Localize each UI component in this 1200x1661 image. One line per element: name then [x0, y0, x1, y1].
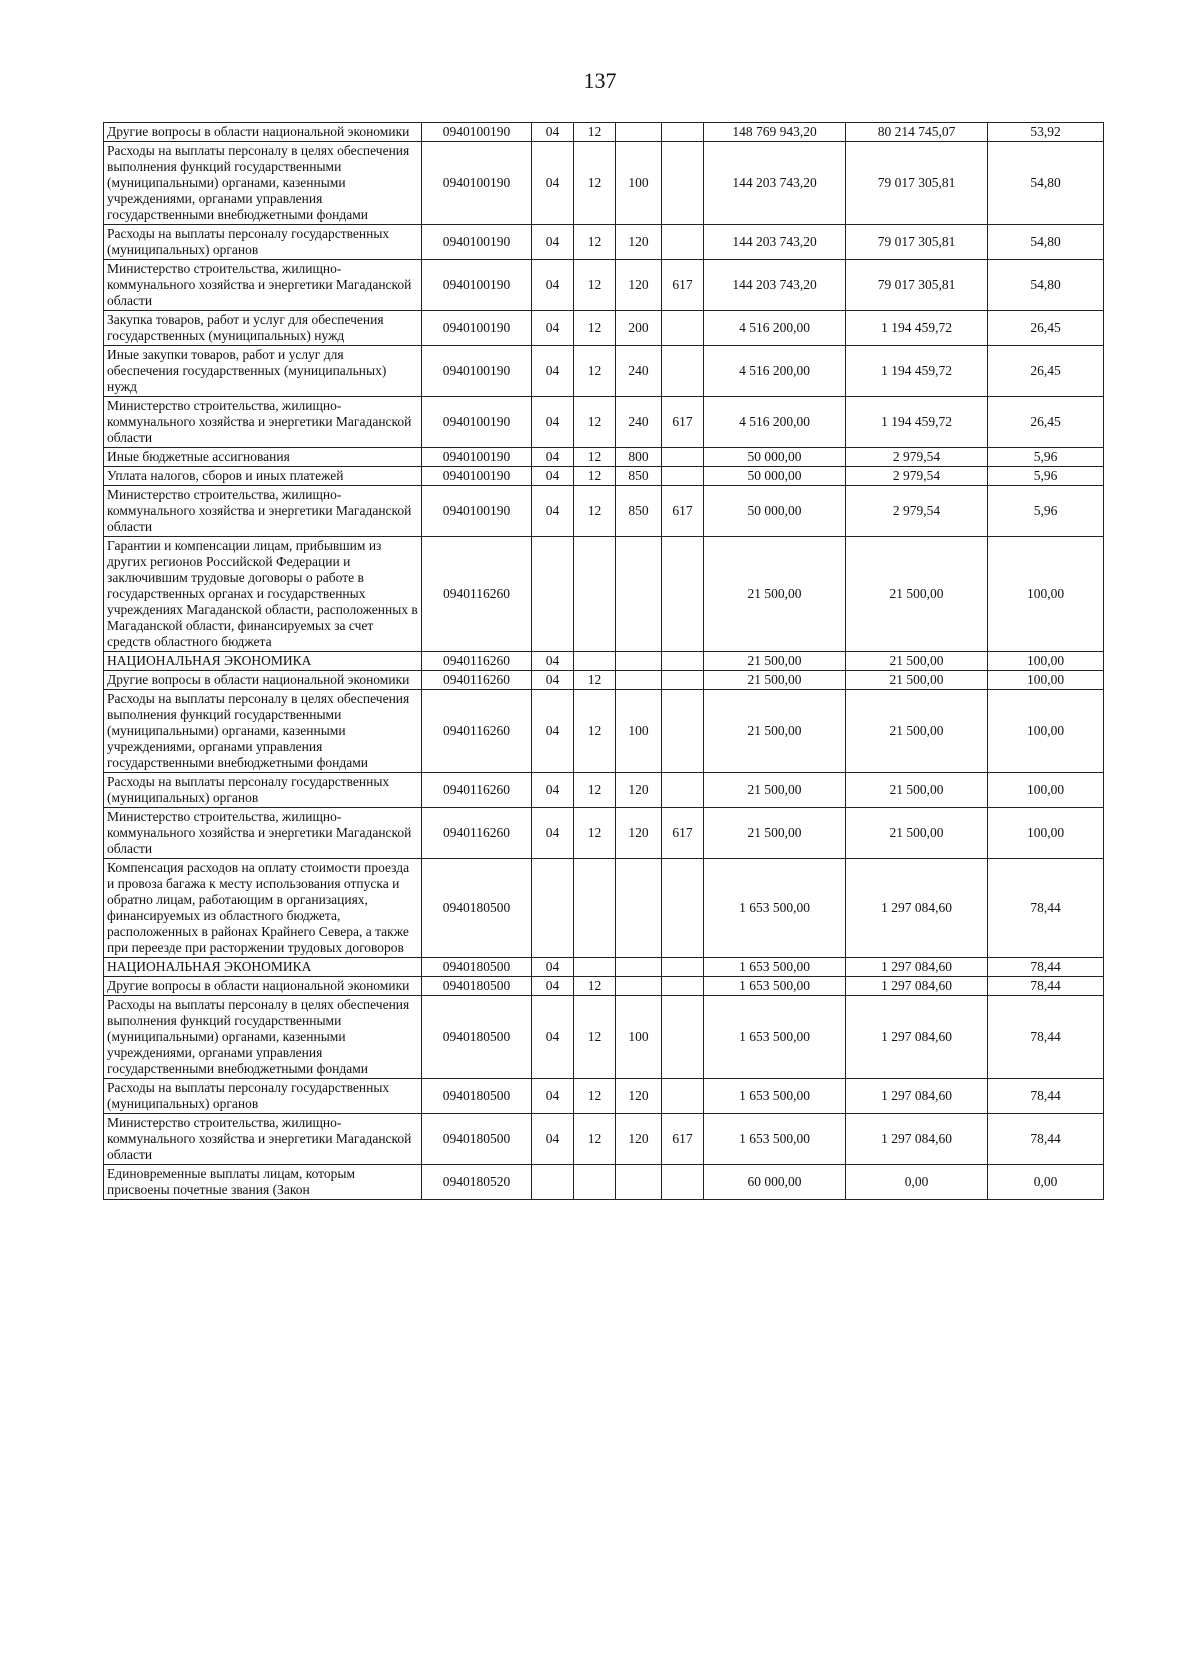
approved-amount: 50 000,00	[704, 467, 846, 486]
subsection-code	[574, 537, 616, 652]
target-article-code: 0940100190	[422, 467, 532, 486]
section-code: 04	[532, 652, 574, 671]
subsection-code: 12	[574, 773, 616, 808]
execution-percent: 0,00	[988, 1165, 1104, 1200]
row-name: Другие вопросы в области национальной экономики	[104, 671, 422, 690]
target-article-code: 0940116260	[422, 537, 532, 652]
table-row	[104, 142, 1104, 225]
approved-amount: 21 500,00	[704, 690, 846, 773]
execution-percent: 78,44	[988, 958, 1104, 977]
expense-type-code: 120	[616, 773, 662, 808]
section-code: 04	[532, 346, 574, 397]
approved-amount: 1 653 500,00	[704, 1114, 846, 1165]
expense-type-code	[616, 1165, 662, 1200]
section-code: 04	[532, 467, 574, 486]
table-row	[104, 260, 1104, 311]
target-article-code: 0940116260	[422, 690, 532, 773]
subsection-code: 12	[574, 346, 616, 397]
table-row	[104, 773, 1104, 808]
approved-amount: 1 653 500,00	[704, 1079, 846, 1114]
administrator-code	[662, 690, 704, 773]
section-code: 04	[532, 397, 574, 448]
expense-type-code: 100	[616, 142, 662, 225]
table-row	[104, 486, 1104, 537]
subsection-code: 12	[574, 690, 616, 773]
approved-amount: 21 500,00	[704, 773, 846, 808]
execution-percent: 54,80	[988, 142, 1104, 225]
approved-amount: 21 500,00	[704, 537, 846, 652]
executed-amount: 2 979,54	[846, 486, 988, 537]
execution-percent: 78,44	[988, 1079, 1104, 1114]
row-name: Министерство строительства, жилищно-коммунального хозяйства и энергетики Магаданской области	[104, 397, 422, 448]
table-row	[104, 671, 1104, 690]
execution-percent: 26,45	[988, 311, 1104, 346]
subsection-code: 12	[574, 486, 616, 537]
executed-amount: 79 017 305,81	[846, 225, 988, 260]
expense-type-code: 120	[616, 1079, 662, 1114]
approved-amount: 1 653 500,00	[704, 958, 846, 977]
target-article-code: 0940100190	[422, 123, 532, 142]
row-name: Единовременные выплаты лицам, которым присвоены почетные звания (Закон	[104, 1165, 422, 1200]
approved-amount: 1 653 500,00	[704, 996, 846, 1079]
administrator-code	[662, 311, 704, 346]
subsection-code: 12	[574, 448, 616, 467]
execution-percent: 54,80	[988, 260, 1104, 311]
administrator-code: 617	[662, 808, 704, 859]
row-name: Другие вопросы в области национальной экономики	[104, 123, 422, 142]
budget-table-body	[104, 123, 1104, 1200]
table-row	[104, 1079, 1104, 1114]
subsection-code: 12	[574, 225, 616, 260]
subsection-code: 12	[574, 397, 616, 448]
row-name: Расходы на выплаты персоналу государственных (муниципальных) органов	[104, 773, 422, 808]
table-row	[104, 123, 1104, 142]
administrator-code	[662, 1165, 704, 1200]
expense-type-code: 100	[616, 996, 662, 1079]
execution-percent: 26,45	[988, 397, 1104, 448]
table-row	[104, 859, 1104, 958]
row-name: Министерство строительства, жилищно-коммунального хозяйства и энергетики Магаданской области	[104, 486, 422, 537]
expense-type-code	[616, 671, 662, 690]
section-code: 04	[532, 448, 574, 467]
target-article-code: 0940116260	[422, 652, 532, 671]
table-row	[104, 1165, 1104, 1200]
section-code: 04	[532, 996, 574, 1079]
execution-percent: 5,96	[988, 467, 1104, 486]
row-name: Министерство строительства, жилищно-коммунального хозяйства и энергетики Магаданской области	[104, 1114, 422, 1165]
section-code: 04	[532, 690, 574, 773]
subsection-code: 12	[574, 671, 616, 690]
executed-amount: 79 017 305,81	[846, 260, 988, 311]
subsection-code	[574, 958, 616, 977]
execution-percent: 100,00	[988, 808, 1104, 859]
table-row	[104, 958, 1104, 977]
executed-amount: 0,00	[846, 1165, 988, 1200]
expense-type-code: 100	[616, 690, 662, 773]
administrator-code	[662, 652, 704, 671]
executed-amount: 21 500,00	[846, 671, 988, 690]
approved-amount: 50 000,00	[704, 448, 846, 467]
row-name: Министерство строительства, жилищно-коммунального хозяйства и энергетики Магаданской области	[104, 260, 422, 311]
execution-percent: 100,00	[988, 773, 1104, 808]
execution-percent: 78,44	[988, 977, 1104, 996]
expense-type-code: 120	[616, 260, 662, 311]
executed-amount: 1 194 459,72	[846, 397, 988, 448]
approved-amount: 1 653 500,00	[704, 859, 846, 958]
page-number: 137	[583, 68, 617, 93]
administrator-code: 617	[662, 486, 704, 537]
row-name: Иные бюджетные ассигнования	[104, 448, 422, 467]
section-code: 04	[532, 1079, 574, 1114]
target-article-code: 0940100190	[422, 311, 532, 346]
execution-percent: 100,00	[988, 537, 1104, 652]
executed-amount: 1 297 084,60	[846, 1079, 988, 1114]
row-name: НАЦИОНАЛЬНАЯ ЭКОНОМИКА	[104, 652, 422, 671]
target-article-code: 0940100190	[422, 260, 532, 311]
section-code: 04	[532, 260, 574, 311]
execution-percent: 100,00	[988, 652, 1104, 671]
subsection-code	[574, 1165, 616, 1200]
execution-percent: 78,44	[988, 996, 1104, 1079]
executed-amount: 21 500,00	[846, 690, 988, 773]
target-article-code: 0940100190	[422, 486, 532, 537]
section-code: 04	[532, 486, 574, 537]
subsection-code: 12	[574, 808, 616, 859]
subsection-code: 12	[574, 996, 616, 1079]
expense-type-code	[616, 977, 662, 996]
table-row	[104, 996, 1104, 1079]
administrator-code: 617	[662, 1114, 704, 1165]
executed-amount: 21 500,00	[846, 652, 988, 671]
table-row	[104, 311, 1104, 346]
executed-amount: 1 297 084,60	[846, 958, 988, 977]
administrator-code	[662, 225, 704, 260]
table-row	[104, 690, 1104, 773]
administrator-code	[662, 1079, 704, 1114]
row-name: Закупка товаров, работ и услуг для обеспечения государственных (муниципальных) нужд	[104, 311, 422, 346]
row-name: Расходы на выплаты персоналу государственных (муниципальных) органов	[104, 225, 422, 260]
approved-amount: 148 769 943,20	[704, 123, 846, 142]
section-code: 04	[532, 977, 574, 996]
execution-percent: 53,92	[988, 123, 1104, 142]
executed-amount: 1 297 084,60	[846, 1114, 988, 1165]
target-article-code: 0940100190	[422, 142, 532, 225]
approved-amount: 21 500,00	[704, 808, 846, 859]
execution-percent: 100,00	[988, 690, 1104, 773]
table-row	[104, 977, 1104, 996]
execution-percent: 5,96	[988, 486, 1104, 537]
table-row	[104, 397, 1104, 448]
row-name: Гарантии и компенсации лицам, прибывшим из других регионов Российской Федерации и заключившим трудовые договоры о работе в государственных органах и государственных учреждениях Магаданской области, расположенных в Магаданской области, финансируемых за счет средств областного бюджета	[104, 537, 422, 652]
row-name: Уплата налогов, сборов и иных платежей	[104, 467, 422, 486]
target-article-code: 0940180500	[422, 1114, 532, 1165]
budget-table	[103, 122, 1104, 1200]
section-code: 04	[532, 142, 574, 225]
administrator-code: 617	[662, 260, 704, 311]
administrator-code	[662, 467, 704, 486]
section-code: 04	[532, 123, 574, 142]
approved-amount: 144 203 743,20	[704, 225, 846, 260]
section-code	[532, 1165, 574, 1200]
target-article-code: 0940180500	[422, 958, 532, 977]
expense-type-code: 850	[616, 467, 662, 486]
approved-amount: 21 500,00	[704, 671, 846, 690]
target-article-code: 0940116260	[422, 773, 532, 808]
section-code: 04	[532, 671, 574, 690]
expense-type-code	[616, 652, 662, 671]
section-code: 04	[532, 225, 574, 260]
administrator-code	[662, 671, 704, 690]
administrator-code	[662, 448, 704, 467]
executed-amount: 21 500,00	[846, 537, 988, 652]
executed-amount: 79 017 305,81	[846, 142, 988, 225]
table-row	[104, 467, 1104, 486]
executed-amount: 2 979,54	[846, 467, 988, 486]
table-row	[104, 537, 1104, 652]
expense-type-code: 120	[616, 1114, 662, 1165]
subsection-code: 12	[574, 467, 616, 486]
table-row	[104, 448, 1104, 467]
expense-type-code	[616, 123, 662, 142]
subsection-code: 12	[574, 1114, 616, 1165]
expense-type-code	[616, 537, 662, 652]
approved-amount: 4 516 200,00	[704, 311, 846, 346]
executed-amount: 1 194 459,72	[846, 311, 988, 346]
row-name: Расходы на выплаты персоналу государственных (муниципальных) органов	[104, 1079, 422, 1114]
subsection-code	[574, 859, 616, 958]
approved-amount: 1 653 500,00	[704, 977, 846, 996]
subsection-code: 12	[574, 311, 616, 346]
administrator-code	[662, 859, 704, 958]
section-code: 04	[532, 958, 574, 977]
target-article-code: 0940116260	[422, 671, 532, 690]
target-article-code: 0940180500	[422, 996, 532, 1079]
executed-amount: 1 194 459,72	[846, 346, 988, 397]
administrator-code	[662, 977, 704, 996]
execution-percent: 26,45	[988, 346, 1104, 397]
approved-amount: 60 000,00	[704, 1165, 846, 1200]
target-article-code: 0940180500	[422, 977, 532, 996]
executed-amount: 80 214 745,07	[846, 123, 988, 142]
row-name: НАЦИОНАЛЬНАЯ ЭКОНОМИКА	[104, 958, 422, 977]
expense-type-code: 240	[616, 346, 662, 397]
administrator-code	[662, 142, 704, 225]
execution-percent: 5,96	[988, 448, 1104, 467]
target-article-code: 0940180500	[422, 859, 532, 958]
target-article-code: 0940100190	[422, 397, 532, 448]
execution-percent: 100,00	[988, 671, 1104, 690]
expense-type-code	[616, 859, 662, 958]
approved-amount: 21 500,00	[704, 652, 846, 671]
row-name: Компенсация расходов на оплату стоимости проезда и провоза багажа к месту использования отпуска и обратно лицам, работающим в организациях, финансируемых из областного бюджета, расположенных в районах Крайнего Севера, а также при переезде при расторжении трудовых договоров	[104, 859, 422, 958]
approved-amount: 144 203 743,20	[704, 260, 846, 311]
target-article-code: 0940180520	[422, 1165, 532, 1200]
administrator-code: 617	[662, 397, 704, 448]
expense-type-code: 800	[616, 448, 662, 467]
administrator-code	[662, 996, 704, 1079]
executed-amount: 1 297 084,60	[846, 977, 988, 996]
subsection-code	[574, 652, 616, 671]
administrator-code	[662, 537, 704, 652]
subsection-code: 12	[574, 142, 616, 225]
row-name: Расходы на выплаты персоналу в целях обеспечения выполнения функций государственными (муниципальными) органами, казенными учреждениями, органами управления государственными внебюджетными фондами	[104, 142, 422, 225]
execution-percent: 78,44	[988, 859, 1104, 958]
executed-amount: 2 979,54	[846, 448, 988, 467]
approved-amount: 50 000,00	[704, 486, 846, 537]
table-row	[104, 346, 1104, 397]
target-article-code: 0940180500	[422, 1079, 532, 1114]
administrator-code	[662, 123, 704, 142]
expense-type-code	[616, 958, 662, 977]
row-name: Иные закупки товаров, работ и услуг для обеспечения государственных (муниципальных) нужд	[104, 346, 422, 397]
section-code: 04	[532, 1114, 574, 1165]
subsection-code: 12	[574, 977, 616, 996]
section-code: 04	[532, 773, 574, 808]
execution-percent: 54,80	[988, 225, 1104, 260]
execution-percent: 78,44	[988, 1114, 1104, 1165]
target-article-code: 0940116260	[422, 808, 532, 859]
section-code: 04	[532, 311, 574, 346]
approved-amount: 4 516 200,00	[704, 397, 846, 448]
row-name: Другие вопросы в области национальной экономики	[104, 977, 422, 996]
table-row	[104, 652, 1104, 671]
subsection-code: 12	[574, 1079, 616, 1114]
section-code	[532, 859, 574, 958]
approved-amount: 144 203 743,20	[704, 142, 846, 225]
target-article-code: 0940100190	[422, 448, 532, 467]
approved-amount: 4 516 200,00	[704, 346, 846, 397]
executed-amount: 21 500,00	[846, 773, 988, 808]
administrator-code	[662, 773, 704, 808]
row-name: Министерство строительства, жилищно-коммунального хозяйства и энергетики Магаданской области	[104, 808, 422, 859]
row-name: Расходы на выплаты персоналу в целях обеспечения выполнения функций государственными (муниципальными) органами, казенными учреждениями, органами управления государственными внебюджетными фондами	[104, 690, 422, 773]
subsection-code: 12	[574, 260, 616, 311]
table-row	[104, 1114, 1104, 1165]
section-code: 04	[532, 808, 574, 859]
target-article-code: 0940100190	[422, 225, 532, 260]
expense-type-code: 200	[616, 311, 662, 346]
administrator-code	[662, 346, 704, 397]
expense-type-code: 120	[616, 225, 662, 260]
section-code	[532, 537, 574, 652]
target-article-code: 0940100190	[422, 346, 532, 397]
expense-type-code: 120	[616, 808, 662, 859]
executed-amount: 1 297 084,60	[846, 859, 988, 958]
expense-type-code: 240	[616, 397, 662, 448]
executed-amount: 21 500,00	[846, 808, 988, 859]
subsection-code: 12	[574, 123, 616, 142]
executed-amount: 1 297 084,60	[846, 996, 988, 1079]
administrator-code	[662, 958, 704, 977]
expense-type-code: 850	[616, 486, 662, 537]
row-name: Расходы на выплаты персоналу в целях обеспечения выполнения функций государственными (муниципальными) органами, казенными учреждениями, органами управления государственными внебюджетными фондами	[104, 996, 422, 1079]
table-row	[104, 225, 1104, 260]
table-row	[104, 808, 1104, 859]
